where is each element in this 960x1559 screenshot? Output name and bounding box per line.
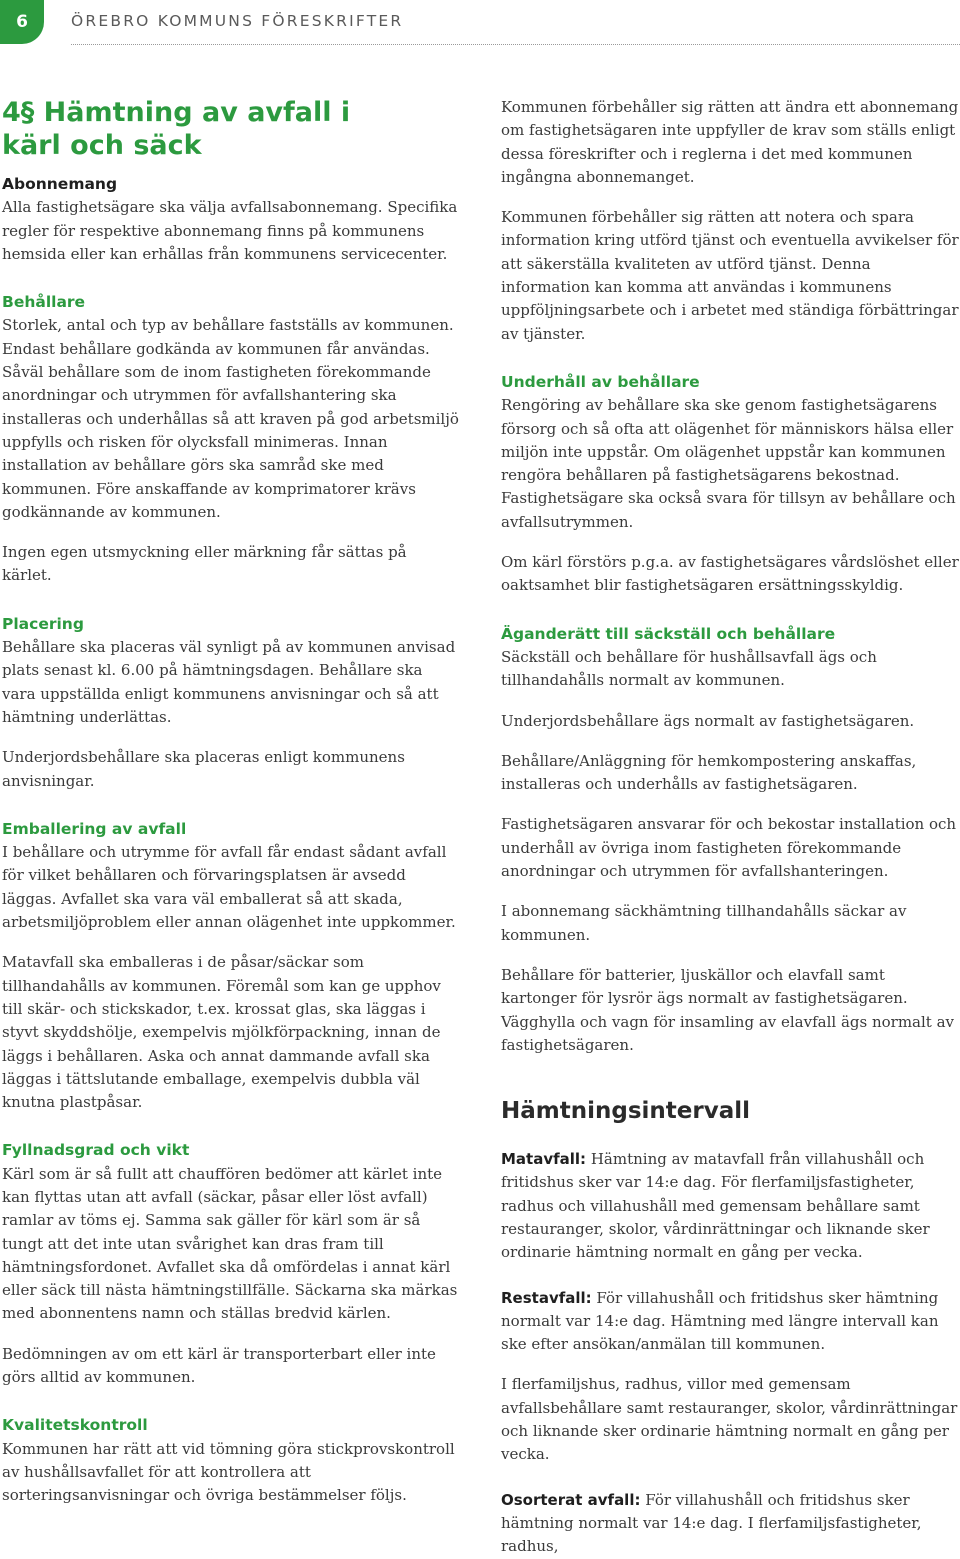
kvalitetskontroll-paragraph: Kommunen har rätt att vid tömning göra stickprovskontroll av hushållsavfallet för att kontrollera att sorteringsanvisningar och övriga bestämmelser följs.	[2, 1439, 455, 1505]
placering-paragraph-1: Behållare ska placeras väl synligt på av kommunen anvisad plats senast kl. 6.00 på hämtningsdagen. Behållare ska vara uppställda enligt kommunens anvisningar och så att hämtning underlättas.	[2, 638, 456, 726]
section-heading-line-2: kärl och säck	[2, 130, 202, 161]
restavfall-lead: Restavfall:	[501, 1288, 592, 1307]
placering-heading: Placering	[2, 614, 84, 633]
abonnemang-heading: Abonnemang	[2, 175, 118, 193]
aganderatt-paragraph-1: Säckställ och behållare för hushållsavfall ägs och tillhandahålls normalt av kommunen.	[501, 647, 877, 690]
fyllnadsgrad-paragraph-1: Kärl som är så fullt att chauffören bedömer att kärlet inte kan flyttas utan att avfall (säckar, påsar eller löst avfall) ramlar av töms ej. Samma sak gäller för kärl som är så tungt att det inte utan svårighet kan dras fram till hämtningsfordonet. Avfallet ska då omfördelas i annat kärl eller säck till nästa hämtningstillfälle. Säckarna ska märkas med abonnentens namn och ställas bredvid kärlen.	[2, 1164, 458, 1323]
page-header	[0, 0, 960, 48]
intro-paragraph-2: Kommunen förbehåller sig rätten att notera och spara information kring utförd tjänst och eventuella avvikelser för att säkerställa kvaliteten av utförd tjänst. Denna information kan komma att användas i kommunens uppföljningsarbete och i arbetet med ständiga förbättringar av tjänster.	[501, 208, 959, 343]
hamtningsintervall-heading: Hämtningsintervall	[501, 1098, 750, 1125]
underhall-paragraph-2: Om kärl förstörs p.g.a. av fastighetsägares vårdslöshet eller oaktsamhet blir fastighetsägaren ersättningsskyldig.	[501, 553, 959, 595]
kvalitetskontroll-heading: Kvalitetskontroll	[2, 1416, 148, 1435]
left-column	[2, 96, 460, 1508]
emballering-heading: Emballering av avfall	[2, 819, 187, 838]
matavfall-lead: Matavfall:	[501, 1150, 587, 1169]
aganderatt-paragraph-2: Underjordsbehållare ägs normalt av fastighetsägaren.	[501, 711, 915, 730]
aganderatt-paragraph-4: Fastighetsägaren ansvarar för och bekostar installation och underhåll av övriga inom fastigheten förekommande anordningar och utrymmen för avfallshanteringen.	[501, 815, 957, 881]
running-header-title: ÖREBRO KOMMUNS FÖRESKRIFTER	[71, 12, 404, 30]
aganderatt-paragraph-3: Behållare/Anläggning för hemkompostering anskaffas, installeras och underhålls av fastighetsägaren.	[501, 751, 917, 794]
behallare-paragraph-1: Storlek, antal och typ av behållare fastställs av kommunen. Endast behållare godkända av kommunen får användas. Såväl behållare som de inom fastigheten förekommande anordningar och utrymmen för avfallshantering ska installeras och underhållas så att kraven på god arbetsmiljö uppfylls och risken för olycksfall minimeras. Innan installation av behållare görs ska samråd ske med kommunen. Före anskaffande av komprimatorer krävs godkännande av kommunen.	[2, 316, 459, 521]
emballering-paragraph-1: I behållare och utrymme för avfall får endast sådant avfall för vilket behållaren och förvaringsplatsen är avsedd läggas. Avfallet ska vara väl emballerat så att skada, arbetsmiljöproblem eller annan olägenhet inte uppkommer.	[2, 843, 456, 932]
fyllnadsgrad-heading: Fyllnadsgrad och vikt	[2, 1141, 190, 1160]
matavfall-text: Hämtning av matavfall från villahushåll och fritidshus sker var 14:e dag. För flerfamiljsfastigheter, radhus och villahushåll med gemensam behållare samt restauranger, skolor, vårdinrättningar och liknande sker ordinarie hämtning normalt en gång per vecka.	[501, 1150, 930, 1262]
placering-paragraph-2: Underjordsbehållare ska placeras enligt kommunens anvisningar.	[2, 748, 405, 790]
section-heading	[2, 96, 460, 162]
header-dotted-rule	[71, 44, 960, 45]
aganderatt-paragraph-5: I abonnemang säckhämtning tillhandahålls säckar av kommunen.	[501, 902, 907, 944]
intro-paragraph-1: Kommunen förbehåller sig rätten att ändra ett abonnemang om fastighetsägaren inte uppfyller de krav som ställs enligt dessa föreskrifter och i reglerna i det med kommunen ingångna abonnemanget.	[501, 98, 959, 186]
emballering-paragraph-2: Matavfall ska emballeras i de påsar/säckar som tillhandahålls av kommunen. Föremål som kan ge upphov till skär- och stickskador, t.ex. krossat glas, ska läggas i styvt skyddshölje, exempelvis mjölkförpackning, innan de läggs i behållaren. Aska och annat dammande avfall ska läggas i tättslutande emballage, exempelvis dubbla väl knutna plastpåsar.	[2, 953, 441, 1112]
right-column	[501, 96, 960, 1559]
underhall-heading: Underhåll av behållare	[501, 372, 700, 391]
behallare-paragraph-2: Ingen egen utsmyckning eller märkning får sättas på kärlet.	[2, 543, 407, 585]
fyllnadsgrad-paragraph-2: Bedömningen av om ett kärl är transporterbart eller inte görs alltid av kommunen.	[2, 1344, 436, 1387]
osorterat-lead: Osorterat avfall:	[501, 1490, 641, 1509]
behallare-heading: Behållare	[2, 293, 86, 312]
restavfall-paragraph	[501, 1287, 960, 1357]
abonnemang-paragraph: Alla fastighetsägare ska välja avfallsabonnemang. Specifika regler för respektive abonnemang finns på kommunens hemsida eller kan erhållas från kommunens servicecenter.	[2, 198, 458, 263]
aganderatt-heading: Äganderätt till säckställ och behållare	[501, 624, 836, 643]
osorterat-text: För villahushåll och fritidshus sker hämtning normalt var 14:e dag. I flerfamiljsfastigheter, radhus,	[501, 1490, 922, 1556]
aganderatt-paragraph-6: Behållare för batterier, ljuskällor och elavfall samt kartonger för lysrör ägs normalt av fastighetsägaren. Vägghylla och vagn för insamling av elavfall ägs normalt av fastighetsägaren.	[501, 965, 955, 1054]
flerfamilj-paragraph: I flerfamiljshus, radhus, villor med gemensam avfallsbehållare samt restauranger, skolor, vårdinrättningar och liknande sker ordinarie hämtning normalt en gång per vecka.	[501, 1375, 958, 1464]
osorterat-paragraph	[501, 1489, 960, 1559]
underhall-paragraph-1: Rengöring av behållare ska ske genom fastighetsägarens försorg och så ofta att olägenhet för människors hälsa eller miljön inte uppstår. Om olägenhet uppstår kan kommunen rengöra behållaren på fastighetsägarens bekostnad. Fastighetsägare ska också svara för tillsyn av behållare och avfallsutrymmen.	[501, 396, 956, 531]
matavfall-paragraph	[501, 1148, 960, 1264]
section-heading-line-1: 4§ Hämtning av avfall i	[2, 97, 351, 128]
page-number-badge: 6	[0, 0, 44, 44]
restavfall-text: För villahushåll och fritidshus sker hämtning normalt var 14:e dag. Hämtning med längre intervall kan ske efter ansökan/anmälan till kommunen.	[501, 1288, 939, 1354]
